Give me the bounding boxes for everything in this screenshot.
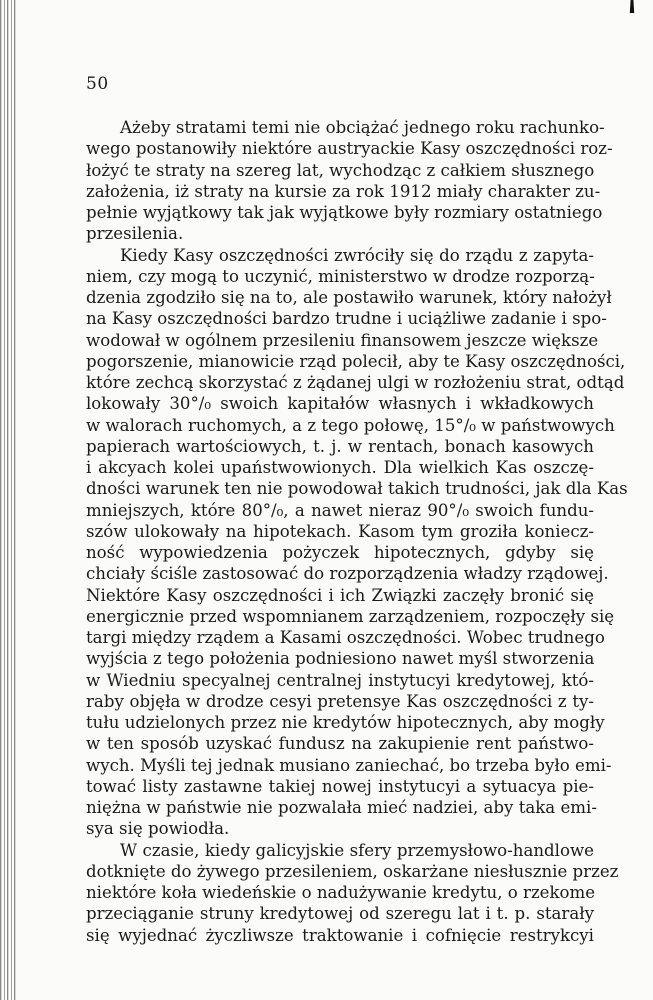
scan-corner-mark (625, 0, 639, 22)
text-line: niektóre koła wiedeńskie o nadużywanie kredytu, o rzekome (86, 883, 596, 902)
text-line: w ten sposób uzyskać fundusz na zakupienie rent państwo- (86, 734, 594, 754)
page-number: 50 (86, 74, 109, 94)
text-line: pełnie wyjątkowy tak jak wyjątkowe były rozmiary ostatniego (86, 203, 603, 222)
text-line: niem, czy mogą to uczynić, ministerstwo w drodze rozporzą- (86, 266, 595, 286)
text-line: w Wiedniu specyalnej centralnej instytucyi kredytowej, któ- (86, 670, 594, 690)
paragraph (86, 245, 628, 840)
text-line: tować listy zastawne takiej nowej instytucyi a sytuacya pie- (86, 776, 594, 796)
text-line: dotknięte do żywego przesileniem, oskarżane niesłusznie przez (86, 861, 619, 881)
text-line: dzenia zgodziło się na to, ale postawiło warunek, który nałożył (86, 288, 612, 307)
text-line: lokowały 30°/₀ swoich kapitałów własnych i wkładkowych (86, 394, 594, 414)
text-line: przesilenia. (86, 224, 184, 244)
text-line: Niektóre Kasy oszczędności i ich Związki zaczęły bronić się (86, 585, 594, 605)
text-line: dności warunek ten nie powodował takich trudności, jak dla Kas (86, 479, 628, 499)
text-line: energicznie przed wspomnianem zarządzeniem, rozpoczęły się (86, 606, 615, 626)
text-line: się wyjednać życzliwsze traktowanie i cofnięcie restrykcyi (86, 925, 594, 945)
text-line: szów ulokowały na hipotekach. Kasom tym groziła koniecz- (86, 521, 594, 541)
text-line: wego postanowiły niektóre austryackie Kasy oszczędności roz- (86, 139, 613, 159)
text-line: pogorszenie, mianowicie rząd polecił, aby te Kasy oszczędności, (86, 351, 626, 371)
text-line: tułu udzielonych przez nie kredytów hipotecznych, aby mogły (86, 713, 605, 732)
text-line: Kiedy Kasy oszczędności zwróciły się do rządu z zapyta- (120, 245, 594, 265)
text-line: i akcyach kolei upaństwowionych. Dla wielkich Kas oszczę- (86, 458, 594, 477)
text-line: raby objęła w drodze cesyi pretensye Kas oszczędności z ty- (86, 691, 594, 711)
text-line: targi między rządem a Kasami oszczędności. Wobec trudnego (86, 628, 605, 647)
text-line: Ażeby stratami temi nie obciążać jednego roku rachunko- (120, 118, 605, 137)
body-text (86, 117, 628, 946)
text-line: które zechcą skorzystać z żądanej ulgi w rozłożeniu strat, odtąd (86, 373, 625, 392)
text-line: w walorach ruchomych, a z tego połowę, 15°/₀ w państwowych (86, 415, 615, 435)
scan-binding-edge (0, 0, 16, 1000)
text-line: sya się powiodła. (86, 819, 230, 839)
text-line: wyjścia z tego położenia podniesiono nawet myśl stworzenia (86, 649, 595, 669)
text-line: na Kasy oszczędności bardzo trudne i uciążliwe zadanie i spo- (86, 309, 607, 329)
paragraph (86, 117, 613, 245)
text-line: łożyć te straty na szereg lat, wychodząc z całkiem słusznego (86, 160, 595, 180)
text-line: niężna w państwie nie pozwalała mieć nadziei, aby taka emi- (86, 798, 597, 817)
text-line: chciały ściśle zastosować do rozporządzenia władzy rządowej. (86, 564, 609, 584)
text-line: wodował w ogólnem przesileniu finansowem jeszcze większe (86, 330, 599, 350)
text-line: papierach wartościowych, t. j. w rentach, bonach kasowych (86, 436, 594, 456)
text-line: W czasie, kiedy galicyjskie sfery przemysłowo-handlowe (120, 840, 594, 860)
paragraph (86, 840, 619, 946)
text-line: wych. Myśli tej jednak musiano zaniechać, bo trzeba było emi- (86, 755, 612, 775)
text-line: ność wypowiedzenia pożyczek hipotecznych, gdyby się (86, 543, 594, 562)
text-line: mniejszych, które 80°/₀, a nawet nieraz 90°/₀ swoich fundu- (86, 500, 594, 520)
text-line: przeciąganie struny kredytowej od szeregu lat i t. p. starały (86, 904, 594, 924)
text-line: założenia, iż straty na kursie za rok 1912 miały charakter zu- (86, 181, 601, 201)
